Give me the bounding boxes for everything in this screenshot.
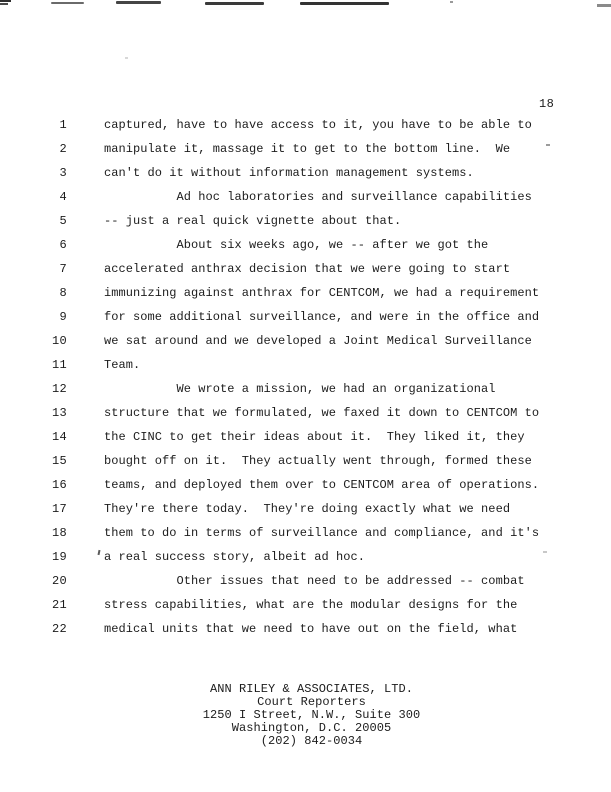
scan-artifact <box>51 2 84 4</box>
scan-artifact <box>300 2 389 5</box>
line-text: we sat around and we developed a Joint Medical Surveillance <box>104 334 532 348</box>
line-text: Other issues that need to be addressed -- combat <box>104 574 525 588</box>
line-number: 11 <box>51 358 67 372</box>
transcript-line <box>0 549 611 573</box>
line-text: the CINC to get their ideas about it. They liked it, they <box>104 430 525 444</box>
line-number: 19 <box>51 550 67 564</box>
transcript-line <box>0 213 611 237</box>
scan-artifact <box>116 1 161 4</box>
transcript-line <box>0 237 611 261</box>
transcript-line <box>0 117 611 141</box>
transcript-line <box>0 381 611 405</box>
line-text: can't do it without information management systems. <box>104 166 474 180</box>
transcript-line <box>0 189 611 213</box>
scan-artifact <box>450 1 453 3</box>
line-number: 12 <box>51 382 67 396</box>
line-text: Team. <box>104 358 141 372</box>
line-number: 1 <box>59 118 67 132</box>
transcript-line <box>0 597 611 621</box>
transcript-line <box>0 525 611 549</box>
line-number: 3 <box>59 166 67 180</box>
line-number: 10 <box>51 334 67 348</box>
transcript-line <box>0 261 611 285</box>
line-number: 7 <box>59 262 67 276</box>
line-number: 6 <box>59 238 67 252</box>
line-text: We wrote a mission, we had an organizational <box>104 382 496 396</box>
transcript-line <box>0 453 611 477</box>
transcript-line <box>0 141 611 165</box>
line-number: 22 <box>51 622 67 636</box>
page-number: 18 <box>539 97 555 111</box>
transcript-line <box>0 405 611 429</box>
transcript-line <box>0 357 611 381</box>
transcript-line <box>0 165 611 189</box>
line-number: 15 <box>51 454 67 468</box>
transcript-line <box>0 333 611 357</box>
line-number: 5 <box>59 214 67 228</box>
line-number: 8 <box>59 286 67 300</box>
line-text: immunizing against anthrax for CENTCOM, we had a requirement <box>104 286 540 300</box>
line-text: They're there today. They're doing exactly what we need <box>104 502 511 516</box>
transcript-line <box>0 309 611 333</box>
transcript-line <box>0 429 611 453</box>
scan-artifact <box>597 4 611 7</box>
footer-line: Court Reporters <box>257 695 366 710</box>
line-text: About six weeks ago, we -- after we got the <box>104 238 489 252</box>
scan-artifact <box>0 3 8 5</box>
line-text: medical units that we need to have out on the field, what <box>104 622 518 636</box>
line-text: -- just a real quick vignette about that. <box>104 214 402 228</box>
transcript-line <box>0 621 611 645</box>
line-text: teams, and deployed them over to CENTCOM area of operations. <box>104 478 540 492</box>
transcript-line <box>0 573 611 597</box>
line-number: 16 <box>51 478 67 492</box>
line-number: 14 <box>51 430 67 444</box>
line-number: 17 <box>51 502 67 516</box>
transcript-line <box>0 477 611 501</box>
scan-artifact <box>0 0 11 2</box>
line-text: structure that we formulated, we faxed it down to CENTCOM to <box>104 406 540 420</box>
footer-line: ANN RILEY & ASSOCIATES, LTD. <box>209 682 414 696</box>
transcript-line <box>0 285 611 309</box>
line-text: them to do in terms of surveillance and compliance, and it's <box>104 526 540 540</box>
transcript-body <box>0 117 611 645</box>
line-text: for some additional surveillance, and were in the office and <box>104 310 540 324</box>
footer-line: Washington, D.C. 20005 <box>231 721 392 736</box>
scan-artifact <box>125 57 128 59</box>
line-number: 4 <box>59 190 67 204</box>
line-number: 13 <box>51 406 67 420</box>
line-text: a real success story, albeit ad hoc. <box>104 550 366 564</box>
line-number: 9 <box>59 310 67 324</box>
line-text: bought off on it. They actually went through, formed these <box>104 454 532 468</box>
line-text: stress capabilities, what are the modular designs for the <box>104 598 518 612</box>
transcript-line <box>0 501 611 525</box>
line-number: 2 <box>59 142 67 156</box>
line-number: 21 <box>51 598 67 612</box>
line-text: manipulate it, massage it to get to the bottom line. We <box>104 142 511 156</box>
line-text: captured, have to have access to it, you have to be able to <box>104 118 532 132</box>
scan-artifact <box>205 2 264 5</box>
footer-line: (202) 842-0034 <box>260 734 363 749</box>
line-text: Ad hoc laboratories and surveillance capabilities <box>104 190 532 204</box>
line-number: 20 <box>51 574 67 588</box>
line-text: accelerated anthrax decision that we were going to start <box>104 262 511 276</box>
footer-line: 1250 I Street, N.W., Suite 300 <box>202 708 421 723</box>
reporter-footer <box>6 683 611 748</box>
line-number: 18 <box>51 526 67 540</box>
